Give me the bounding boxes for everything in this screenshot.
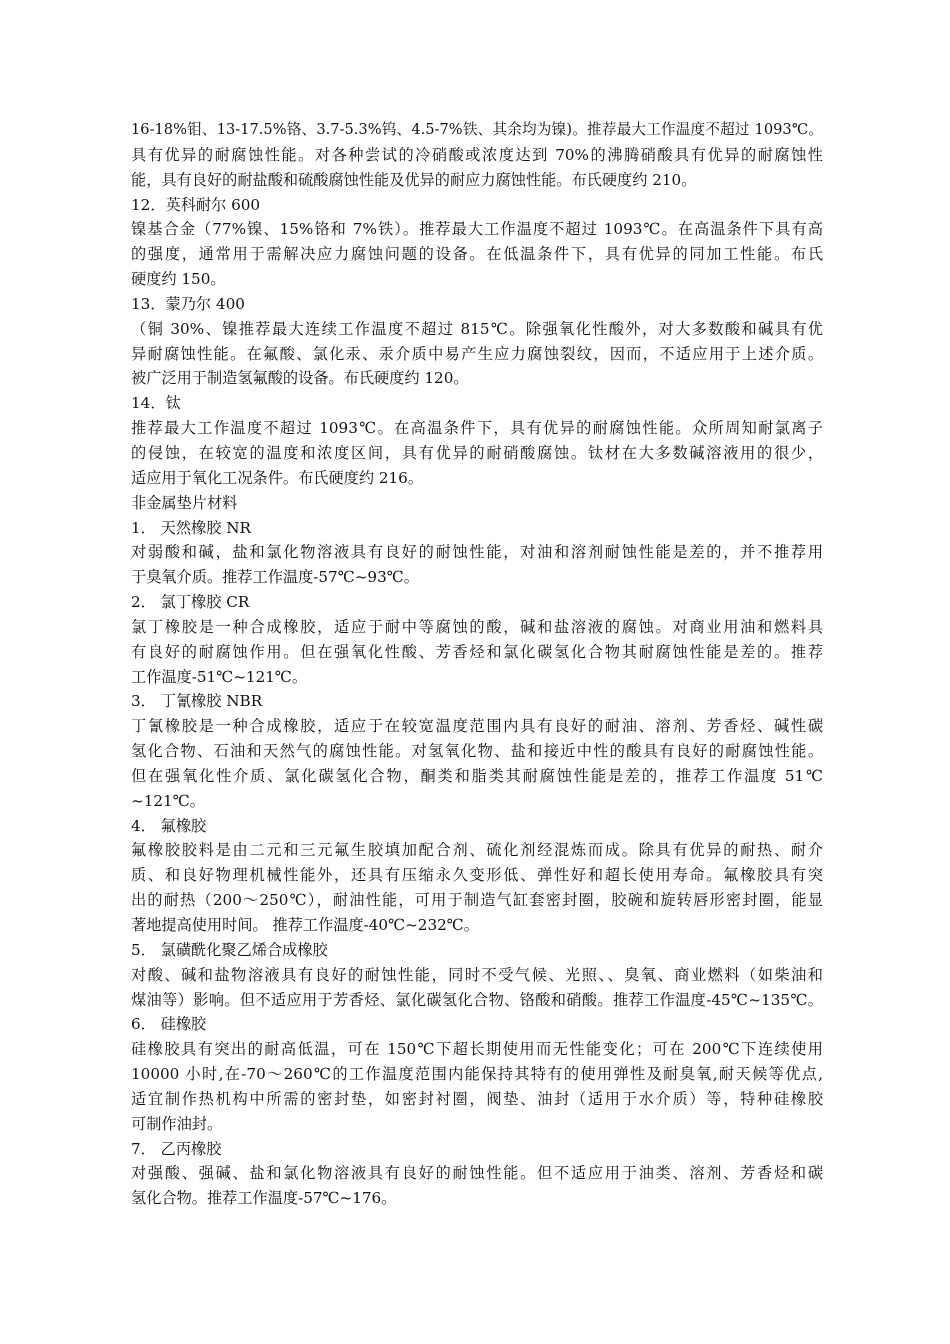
section-heading: 1． 天然橡胶 NR [131, 518, 251, 537]
section-heading: 6． 硅橡胶 [131, 1015, 207, 1034]
section-heading: 2． 氯丁橡胶 CR [131, 593, 250, 612]
text-line: 出的耐热（200～250℃），耐油性能，可用于制造气缸套密封圈，胶碗和旋转唇形密封圈，能显 [131, 891, 823, 910]
section-heading: 7． 乙丙橡胶 [131, 1139, 222, 1158]
text-line: 有良好的耐腐蚀作用。但在强氧化性酸、芳香烃和氯化碳氢化合物其耐腐蚀性能是差的。推荐 [131, 642, 823, 661]
text-line: 工作温度-51℃~121℃。 [131, 667, 308, 686]
text-line: 质、和良好物理机械性能外，还具有压缩永久变形低、弹性好和超长使用寿命。氟橡胶具有突 [131, 866, 823, 885]
text-line: 于臭氧介质。推荐工作温度-57℃~93℃。 [131, 568, 419, 587]
text-line: 适宜制作热机构中所需的密封垫，如密封衬圈，阀垫、油封（适用于水介质）等，特种硅橡胶 [131, 1089, 823, 1108]
section-heading: 非金属垫片材料 [131, 493, 238, 512]
document-body [131, 118, 823, 1211]
text-line: 的强度，通常用于需解决应力腐蚀问题的设备。在低温条件下，具有优异的同加工性能。布氏 [131, 245, 823, 264]
text-line: 适应用于氧化工况条件。布氏硬度约 216。 [131, 468, 424, 487]
text-line: 氢化合物、石油和天然气的腐蚀性能。对氢氧化物、盐和接近中性的酸具有良好的耐腐蚀性能。 [131, 742, 823, 761]
section-heading: 12．英科耐尔 600 [131, 195, 261, 214]
text-line: 对强酸、强碱、盐和氯化物溶液具有良好的耐蚀性能。但不适应用于油类、溶剂、芳香烃和碳 [131, 1164, 823, 1183]
section-heading: 3． 丁氰橡胶 NBR [131, 692, 263, 711]
text-line: 著地提高使用时间。 推荐工作温度-40℃~232℃。 [131, 916, 479, 934]
text-line: 对酸、碱和盐物溶液具有良好的耐蚀性能，同时不受气候、光照、、臭氧、商业燃料（如柴油和 [131, 965, 823, 984]
text-line: 能，具有良好的耐盐酸和硫酸腐蚀性能及优异的耐应力腐蚀性能。布氏硬度约 210。 [131, 170, 697, 189]
text-line: ~121℃。 [131, 791, 205, 810]
section-heading: 5． 氯磺酰化聚乙烯合成橡胶 [131, 940, 328, 959]
text-line: 被广泛用于制造氢氟酸的设备。布氏硬度约 120。 [131, 369, 469, 388]
section-heading: 4． 氟橡胶 [131, 816, 207, 835]
text-line: 丁氰橡胶是一种合成橡胶，适应于在较宽温度范围内具有良好的耐油、溶剂、芳香烃、碱性碳 [131, 717, 823, 736]
text-line: 硅橡胶具有突出的耐高低温，可在 150℃下超长期使用而无性能变化；可在 200℃下连续使用 [131, 1040, 823, 1059]
text-line: 但在强氧化性介质、氯化碳氢化合物，酮类和脂类其耐腐蚀性能是差的，推荐工作温度 51℃ [131, 766, 823, 785]
text-line: 煤油等）影响。但不适应用于芳香烃、氯化碳氢化合物、铬酸和硝酸。推荐工作温度-45℃~135℃。 [131, 990, 823, 1009]
text-line: 氟橡胶胶料是由二元和三元氟生胶填加配合剂、硫化剂经混炼而成。除具有优异的耐热、耐介 [131, 841, 823, 860]
text-line: 的侵蚀，在较宽的温度和浓度区间，具有优异的耐硝酸腐蚀。钛材在大多数碱溶液用的很少， [131, 443, 823, 462]
section-heading: 14．钛 [131, 394, 181, 413]
text-line: 可制作油封。 [131, 1114, 223, 1133]
text-line: 硬度约 150。 [131, 270, 226, 289]
text-line: 具有优异的耐腐蚀性能。对各种尝试的冷硝酸或浓度达到 70%的沸腾硝酸具有优异的耐腐蚀性 [131, 145, 823, 164]
text-line: （铜 30%、镍推荐最大连续工作温度不超过 815℃。除强氧化性酸外，对大多数酸和碱具有优 [131, 319, 823, 338]
text-line: 氢化合物。推荐工作温度-57℃~176。 [131, 1189, 397, 1208]
text-line: 对弱酸和碱，盐和氯化物溶液具有良好的耐蚀性能，对油和溶剂耐蚀性能是差的，并不推荐用 [131, 543, 823, 562]
section-heading: 13．蒙乃尔 400 [131, 294, 245, 313]
text-line: 10000 小时,在-70～260℃的工作温度范围内能保持其特有的使用弹性及耐臭氧,耐天候等优点, [131, 1065, 823, 1084]
text-line: 异耐腐蚀性能。在氟酸、氯化汞、汞介质中易产生应力腐蚀裂纹，因而，不适应用于上述介质。 [131, 344, 823, 363]
text-line: 氯丁橡胶是一种合成橡胶，适应于耐中等腐蚀的酸，碱和盐溶液的腐蚀。对商业用油和燃料具 [131, 617, 823, 636]
text-line: 镍基合金（77%镍、15%铬和 7%铁）。推荐最大工作温度不超过 1093℃。在高温条件下具有高 [131, 220, 823, 239]
text-line: 推荐最大工作温度不超过 1093℃。在高温条件下，具有优异的耐腐蚀性能。众所周知耐氯离子 [131, 419, 823, 438]
text-line: 16-18%钼、13-17.5%铬、3.7-5.3%钨、4.5-7%铁、其余均为镍)。推荐最大工作温度不超过 1093℃。 [131, 121, 823, 138]
